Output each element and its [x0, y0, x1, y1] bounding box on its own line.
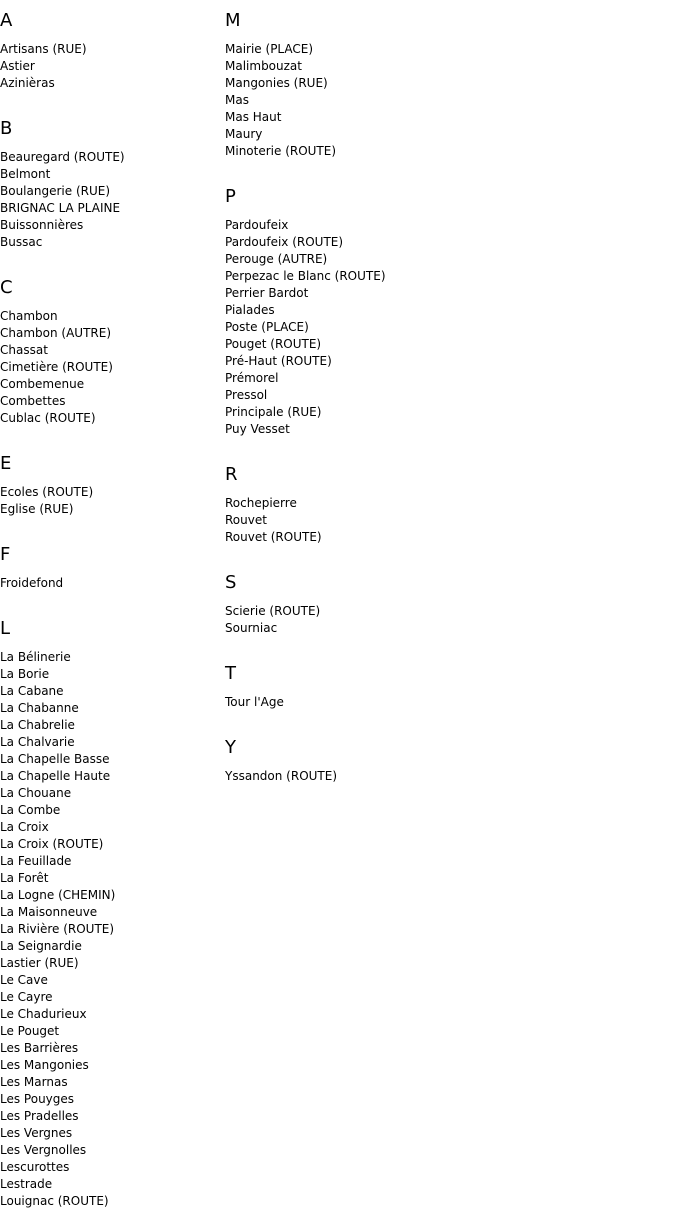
letter-group-c: [0, 279, 113, 427]
street-link-tour-l-age[interactable]: Tour l'Age: [225, 695, 284, 709]
letter-group-s: [225, 574, 320, 637]
street-link-eglise-rue[interactable]: Eglise (RUE): [0, 502, 74, 516]
street-link-cublac-route[interactable]: Cublac (ROUTE): [0, 411, 96, 425]
street-link-la-logne-chemin[interactable]: La Logne (CHEMIN): [0, 888, 116, 902]
street-link-pardoufeix-route[interactable]: Pardoufeix (ROUTE): [225, 235, 344, 249]
street-link-froidefond[interactable]: Froidefond: [0, 576, 64, 590]
street-link-lescurottes[interactable]: Lescurottes: [0, 1160, 70, 1174]
street-link-pressol[interactable]: Pressol: [225, 388, 268, 402]
street-link-mairie-place[interactable]: Mairie (PLACE): [225, 42, 314, 56]
street-list: [0, 649, 115, 1210]
street-link-pardoufeix[interactable]: Pardoufeix: [225, 218, 289, 232]
street-link-combemenue[interactable]: Combemenue: [0, 377, 85, 391]
letter-heading: E: [0, 453, 12, 474]
street-link-combettes[interactable]: Combettes: [0, 394, 66, 408]
letter-group-p: [225, 188, 386, 438]
street-link-rouvet-route[interactable]: Rouvet (ROUTE): [225, 530, 322, 544]
street-link-lastier-rue[interactable]: Lastier (RUE): [0, 956, 79, 970]
street-link-mas-haut[interactable]: Mas Haut: [225, 110, 282, 124]
letter-group-l: [0, 620, 115, 1210]
street-link-perrier-bardot[interactable]: Perrier Bardot: [225, 286, 309, 300]
street-link-sourniac[interactable]: Sourniac: [225, 621, 278, 635]
street-link-les-vergnes[interactable]: Les Vergnes: [0, 1126, 73, 1140]
letter-group-r: [225, 466, 322, 546]
street-link-malimbouzat[interactable]: Malimbouzat: [225, 59, 302, 73]
street-link-la-chouane[interactable]: La Chouane: [0, 786, 72, 800]
letter-heading: F: [0, 544, 11, 565]
street-link-minoterie-route[interactable]: Minoterie (ROUTE): [225, 144, 337, 158]
letter-heading: A: [0, 10, 13, 31]
street-list: [225, 603, 320, 637]
letter-heading: R: [225, 464, 238, 485]
letter-heading: P: [225, 186, 236, 207]
street-list: [225, 217, 386, 438]
street-link-pialades[interactable]: Pialades: [225, 303, 275, 317]
letter-group-t: [225, 665, 284, 711]
street-link-la-chapelle-haute[interactable]: La Chapelle Haute: [0, 769, 111, 783]
street-link-la-borie[interactable]: La Borie: [0, 667, 50, 681]
street-link-pouget-route[interactable]: Pouget (ROUTE): [225, 337, 322, 351]
street-link-la-riviere-route[interactable]: La Rivière (ROUTE): [0, 922, 115, 936]
letter-group-f: [0, 546, 63, 592]
street-link-le-cave[interactable]: Le Cave: [0, 973, 48, 987]
street-link-louignac-route[interactable]: Louignac (ROUTE): [0, 1194, 109, 1208]
letter-heading: B: [0, 118, 13, 139]
street-link-premorel[interactable]: Prémorel: [225, 371, 279, 385]
street-link-la-chabanne[interactable]: La Chabanne: [0, 701, 79, 715]
street-link-belmont[interactable]: Belmont: [0, 167, 51, 181]
street-link-le-pouget[interactable]: Le Pouget: [0, 1024, 60, 1038]
letter-heading: M: [225, 10, 241, 31]
street-link-mangonies-rue[interactable]: Mangonies (RUE): [225, 76, 328, 90]
street-link-chassat[interactable]: Chassat: [0, 343, 48, 357]
street-link-astier[interactable]: Astier: [0, 59, 35, 73]
street-list: [0, 149, 125, 251]
street-link-ecoles-route[interactable]: Ecoles (ROUTE): [0, 485, 94, 499]
street-link-scierie-route[interactable]: Scierie (ROUTE): [225, 604, 321, 618]
street-list: [0, 575, 63, 592]
letter-heading: C: [0, 277, 13, 298]
street-link-perouge-autre[interactable]: Perouge (AUTRE): [225, 252, 328, 266]
street-link-la-combe[interactable]: La Combe: [0, 803, 61, 817]
letter-group-m: [225, 12, 336, 160]
street-link-la-seignardie[interactable]: La Seignardie: [0, 939, 82, 953]
street-link-le-cayre[interactable]: Le Cayre: [0, 990, 53, 1004]
street-link-pre-haut-route[interactable]: Pré-Haut (ROUTE): [225, 354, 332, 368]
street-list: [0, 484, 93, 518]
street-list: [225, 495, 322, 546]
street-link-artisans-rue[interactable]: Artisans (RUE): [0, 42, 87, 56]
street-link-la-chalvarie[interactable]: La Chalvarie: [0, 735, 75, 749]
street-link-chambon-autre[interactable]: Chambon (AUTRE): [0, 326, 112, 340]
letter-group-e: [0, 455, 93, 518]
street-link-la-cabane[interactable]: La Cabane: [0, 684, 64, 698]
street-link-les-pouyges[interactable]: Les Pouyges: [0, 1092, 75, 1106]
street-link-azinieras[interactable]: Azinièras: [0, 76, 55, 90]
letter-group-b: [0, 120, 125, 251]
street-link-brignac-la-plaine[interactable]: BRIGNAC LA PLAINE: [0, 201, 121, 215]
letter-group-y: [225, 739, 337, 785]
street-link-la-maisonneuve[interactable]: La Maisonneuve: [0, 905, 98, 919]
letter-heading: Y: [225, 737, 236, 758]
street-link-cimetiere-route[interactable]: Cimetière (ROUTE): [0, 360, 113, 374]
street-link-la-belinerie[interactable]: La Bélinerie: [0, 650, 71, 664]
street-link-les-mangonies[interactable]: Les Mangonies: [0, 1058, 89, 1072]
street-link-principale-rue[interactable]: Principale (RUE): [225, 405, 322, 419]
street-link-la-croix[interactable]: La Croix: [0, 820, 49, 834]
street-link-mas[interactable]: Mas: [225, 93, 249, 107]
street-link-beauregard-route[interactable]: Beauregard (ROUTE): [0, 150, 125, 164]
street-link-chambon[interactable]: Chambon: [0, 309, 58, 323]
street-link-la-foret[interactable]: La Forêt: [0, 871, 49, 885]
street-link-la-feuillade[interactable]: La Feuillade: [0, 854, 72, 868]
letter-group-a: [0, 12, 87, 92]
street-link-les-barrieres[interactable]: Les Barrières: [0, 1041, 79, 1055]
street-link-maury[interactable]: Maury: [225, 127, 263, 141]
street-list: [0, 308, 113, 427]
street-link-les-pradelles[interactable]: Les Pradelles: [0, 1109, 79, 1123]
street-link-le-chadurieux[interactable]: Le Chadurieux: [0, 1007, 87, 1021]
letter-heading: L: [0, 618, 11, 639]
street-link-les-marnas[interactable]: Les Marnas: [0, 1075, 68, 1089]
street-link-rochepierre[interactable]: Rochepierre: [225, 496, 297, 510]
street-link-rouvet[interactable]: Rouvet: [225, 513, 267, 527]
street-link-la-chabrelie[interactable]: La Chabrelie: [0, 718, 75, 732]
street-link-yssandon-route[interactable]: Yssandon (ROUTE): [225, 769, 338, 783]
street-list: [225, 694, 284, 711]
street-list: [225, 768, 337, 785]
street-link-poste-place[interactable]: Poste (PLACE): [225, 320, 309, 334]
letter-heading: S: [225, 572, 237, 593]
letter-heading: T: [225, 663, 236, 684]
street-link-puy-vesset[interactable]: Puy Vesset: [225, 422, 290, 436]
street-link-boulangerie-rue[interactable]: Boulangerie (RUE): [0, 184, 111, 198]
street-list: [0, 41, 87, 92]
street-link-la-croix-route[interactable]: La Croix (ROUTE): [0, 837, 104, 851]
street-link-la-chapelle-basse[interactable]: La Chapelle Basse: [0, 752, 110, 766]
street-link-les-vergnolles[interactable]: Les Vergnolles: [0, 1143, 87, 1157]
street-list: [225, 41, 336, 160]
street-link-perpezac-le-blanc-route[interactable]: Perpezac le Blanc (ROUTE): [225, 269, 386, 283]
street-link-bussac[interactable]: Bussac: [0, 235, 43, 249]
street-link-buissonnieres[interactable]: Buissonnières: [0, 218, 84, 232]
street-link-lestrade[interactable]: Lestrade: [0, 1177, 53, 1191]
